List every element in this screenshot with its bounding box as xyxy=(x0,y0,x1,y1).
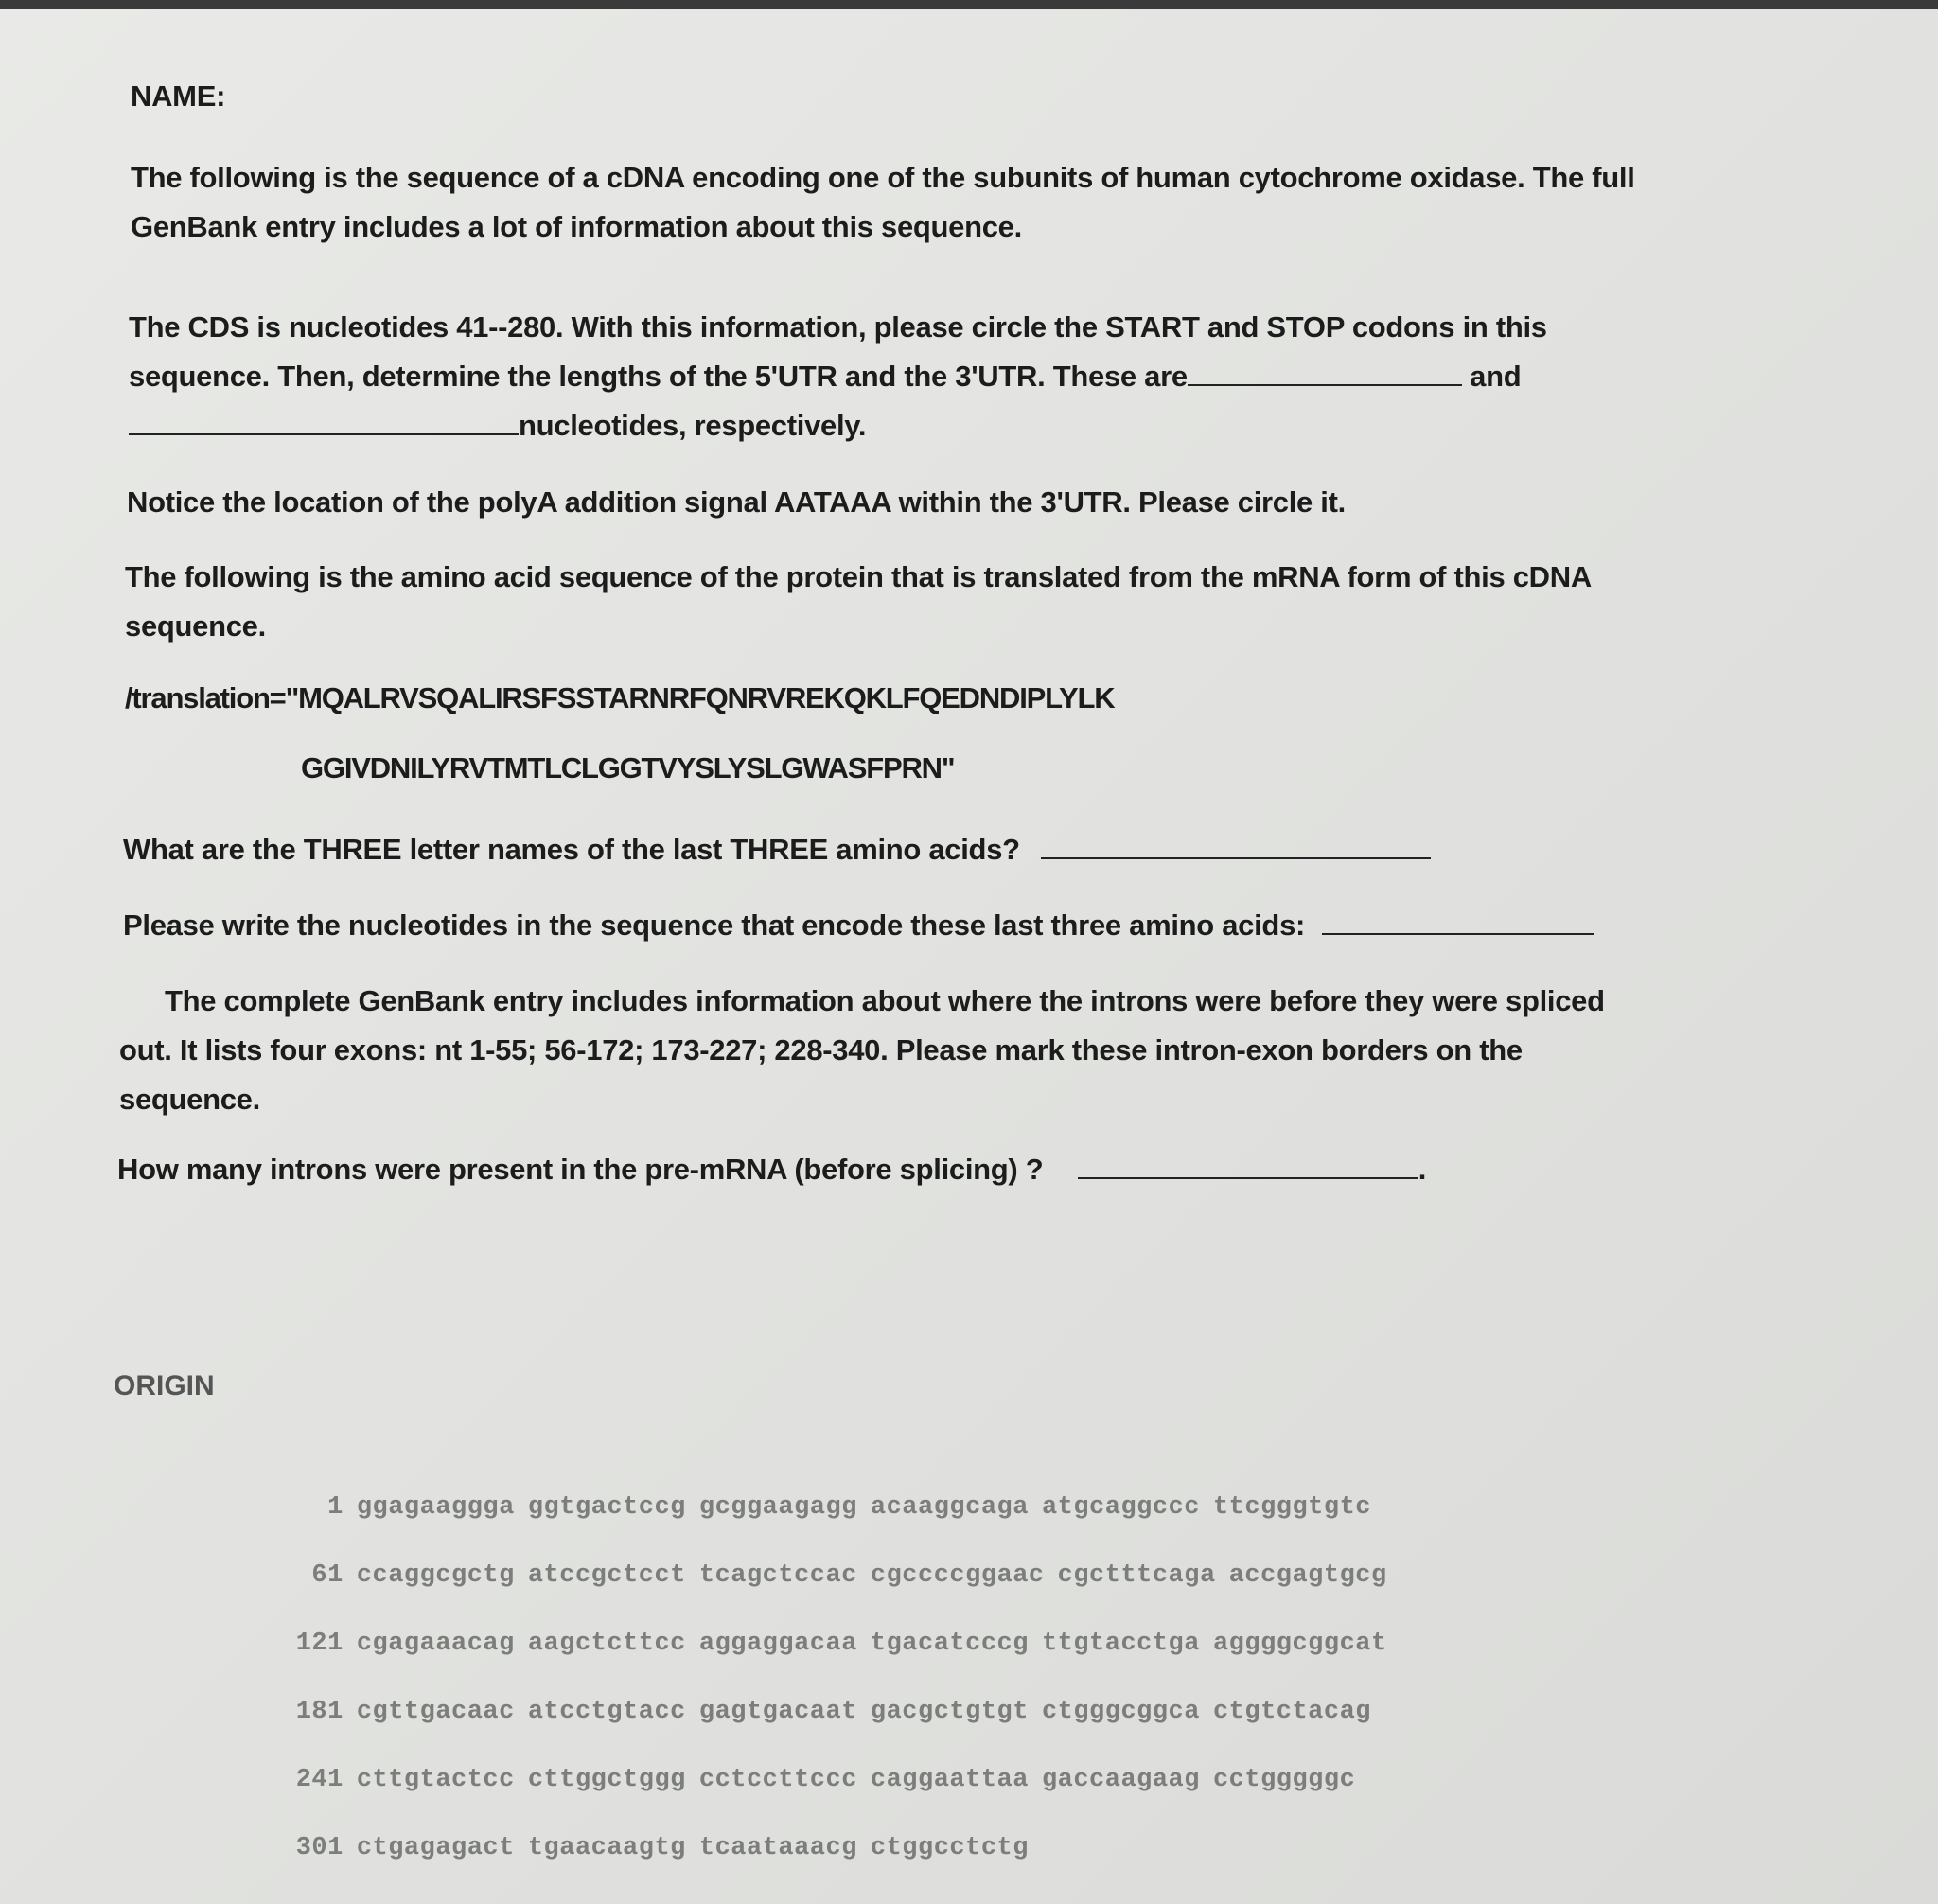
sequence-chunk: cttggctggg xyxy=(527,1766,686,1794)
nucleotides-answer-blank[interactable] xyxy=(1322,932,1594,935)
sequence-chunk: gaccaagaag xyxy=(1041,1766,1200,1794)
sequence-chunk: gagtgacaat xyxy=(698,1698,857,1726)
paragraph-polya: Notice the location of the polyA addition signal AATAAA within the 3'UTR. Please circle it. xyxy=(127,485,1346,519)
sequence-row-number: 301 xyxy=(295,1834,344,1862)
sequence-chunk: cttgtactcc xyxy=(356,1766,515,1794)
sequence-chunk: caggaattaa xyxy=(870,1766,1029,1794)
name-label: NAME: xyxy=(131,79,226,113)
sequence-chunk: cctgggggc xyxy=(1212,1766,1356,1794)
sequence-chunk: atgcaggccc xyxy=(1041,1493,1200,1522)
and-text: and xyxy=(1470,360,1522,393)
sequence-chunk: accgagtgcg xyxy=(1228,1561,1387,1590)
utr3-answer-blank[interactable] xyxy=(129,432,519,435)
sequence-chunk: tgaacaagtg xyxy=(527,1834,686,1862)
sequence-chunk: ctggcctctg xyxy=(870,1834,1029,1862)
paragraph-exons xyxy=(119,977,1605,1124)
top-dark-band xyxy=(0,0,1938,9)
sequence-chunk: acaaggcaga xyxy=(870,1493,1029,1522)
sequence-row xyxy=(203,1806,1029,1891)
paragraph-amino-acid-line-2: sequence. xyxy=(125,609,266,643)
question-introns xyxy=(117,1145,1426,1194)
question-three-letter-names xyxy=(123,825,1431,874)
paragraph-exons-line-2: out. It lists four exons: nt 1-55; 56-172; 173-227; 228-340. Please mark these intron-exon borders on the xyxy=(119,1033,1523,1067)
sequence-row-number: 1 xyxy=(327,1493,344,1522)
sequence-chunk: ttgtacctga xyxy=(1041,1630,1200,1658)
sequence-chunk: ccaggcgctg xyxy=(356,1561,515,1590)
question-introns-period: . xyxy=(1418,1153,1427,1186)
origin-label: ORIGIN xyxy=(114,1370,215,1402)
question-nucleotides-text: Please write the nucleotides in the sequence that encode these last three amino acids: xyxy=(123,908,1306,942)
sequence-chunk: ttcgggtgtc xyxy=(1212,1493,1371,1522)
sequence-row-number: 121 xyxy=(295,1630,344,1658)
sequence-chunk: cgctttcaga xyxy=(1057,1561,1216,1590)
sequence-chunk: tcagctccac xyxy=(698,1561,857,1590)
sequence-chunk: ctgagagact xyxy=(356,1834,515,1862)
paragraph-exons-line-1: The complete GenBank entry includes information about where the introns were before they were spliced xyxy=(165,984,1605,1017)
paragraph-cds xyxy=(129,303,1547,450)
sequence-row-number: 181 xyxy=(295,1698,344,1726)
paragraph-cds-line-2-text: sequence. Then, determine the lengths of the 5'UTR and the 3'UTR. These are xyxy=(129,360,1188,393)
sequence-row-number: 61 xyxy=(311,1561,344,1590)
sequence-chunk: tcaataaacg xyxy=(698,1834,857,1862)
question-nucleotides xyxy=(123,901,1594,950)
sequence-chunk: aggaggacaa xyxy=(698,1630,857,1658)
sequence-chunk: tgacatcccg xyxy=(870,1630,1029,1658)
sequence-chunk: ggtgactccg xyxy=(527,1493,686,1522)
translation-line-1: /translation="MQALRVSQALIRSFSSTARNRFQNRVREKQKLFQEDNDIPLYLK xyxy=(125,681,1115,714)
paragraph-cds-line-1: The CDS is nucleotides 41--280. With this information, please circle the START and STOP codons in this xyxy=(129,310,1547,344)
paragraph-amino-acid-line-1: The following is the amino acid sequence of the protein that is translated from the mRNA form of this cDNA xyxy=(125,560,1592,593)
sequence-chunk: cgagaaacag xyxy=(356,1630,515,1658)
sequence-chunk: gcggaagagg xyxy=(698,1493,857,1522)
sequence-chunk: atcctgtacc xyxy=(527,1698,686,1726)
three-letter-names-answer-blank[interactable] xyxy=(1041,856,1431,859)
question-three-letter-names-text: What are the THREE letter names of the last THREE amino acids? xyxy=(123,833,1020,866)
sequence-chunk: cctccttccc xyxy=(698,1766,857,1794)
sequence-chunk: atccgctcct xyxy=(527,1561,686,1590)
translation-line-2: GGIVDNILYRVTMTLCLGGTVYSLYSLGWASFPRN" xyxy=(301,751,955,785)
sequence-chunk: ctgggcggca xyxy=(1041,1698,1200,1726)
question-introns-text: How many introns were present in the pre-mRNA (before splicing) ? xyxy=(117,1153,1044,1186)
paragraph-exons-line-3: sequence. xyxy=(119,1083,260,1116)
sequence-chunk: cgttgacaac xyxy=(356,1698,515,1726)
paragraph-cds-line-2 xyxy=(129,352,1547,401)
paragraph-intro-line-2: GenBank entry includes a lot of information about this sequence. xyxy=(131,210,1022,243)
sequence-chunk: gacgctgtgt xyxy=(870,1698,1029,1726)
paragraph-intro xyxy=(131,153,1635,252)
sequence-chunk: ctgtctacag xyxy=(1212,1698,1371,1726)
paragraph-cds-line-3 xyxy=(129,401,1547,450)
sequence-chunk: aagctcttcc xyxy=(527,1630,686,1658)
sequence-chunk: aggggcggcat xyxy=(1212,1630,1387,1658)
paragraph-intro-line-1: The following is the sequence of a cDNA encoding one of the subunits of human cytochrome oxidase. The full xyxy=(131,161,1635,194)
utr5-answer-blank[interactable] xyxy=(1188,383,1462,386)
sequence-row-number: 241 xyxy=(295,1766,344,1794)
paragraph-amino-acid xyxy=(125,553,1592,651)
introns-answer-blank[interactable] xyxy=(1078,1176,1418,1179)
sequence-chunk: ggagaaggga xyxy=(356,1493,515,1522)
paragraph-cds-line-3-text: nucleotides, respectively. xyxy=(519,409,867,442)
sequence-chunk: cgccccggaac xyxy=(870,1561,1045,1590)
